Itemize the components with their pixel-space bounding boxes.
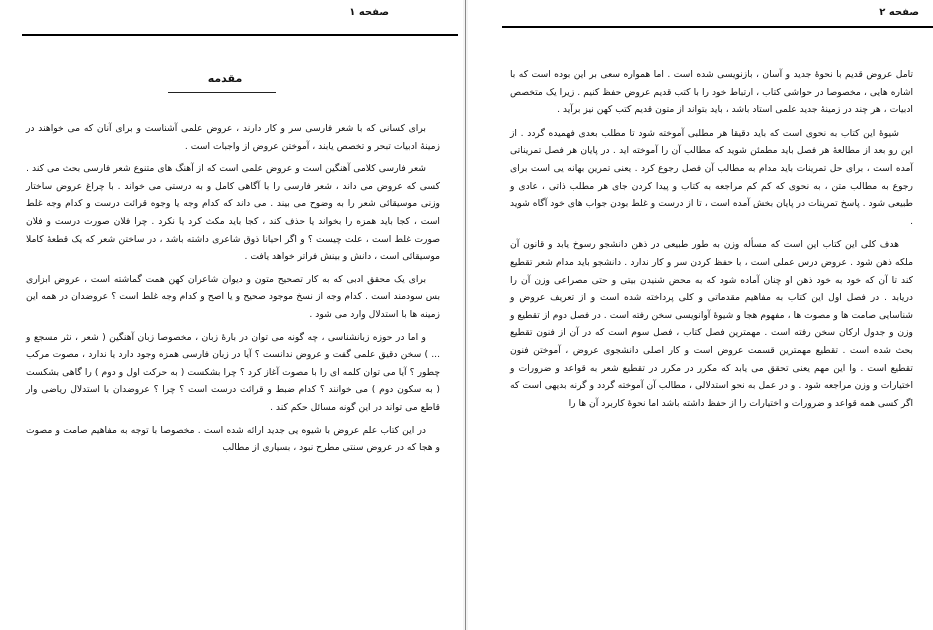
left-body-text <box>26 120 440 462</box>
right-page <box>468 0 933 630</box>
left-page-number: صفحه ۱ <box>349 7 389 18</box>
paragraph: برای کسانی که با شعر فارسی سر و کار دارند ، عروض علمی آشناست و برای آنان که می خواهند در زمینهٔ ادبیات تبحر و تخصص یابند ، آموختن عروض از واجبات است . <box>26 123 440 152</box>
left-header-rule <box>22 34 458 36</box>
paragraph: تامل عروض قدیم با نحوهٔ جدید و آسان ، بازنویسی شده است . اما همواره سعی بر این بوده است که با اشاره هایی ، مخصوصا در حواشی کتاب ، ارتباط خود را با کتب قدیم عروض حفظ کنیم . زیرا یک متخصص ادبیات ، هر چند در زمینهٔ جدید علمی استاد باشد ، باید بتواند از متون قدیم کتب کهن نیز برآید . <box>510 69 913 116</box>
right-body-text <box>510 66 913 417</box>
right-page-number: صفحه ۲ <box>879 7 919 18</box>
title-underline <box>168 92 276 93</box>
paragraph: و اما در حوزه زبانشناسی ، چه گونه می توان در بارهٔ زبان ، مخصوصا زبان آهنگین ( شعر ، نثر مسجع و ... ) سخن دقیق علمی گفت و عروض ندانست ؟ آیا در زبان فارسی همزه وجود دارد یا ندارد ، مصوت مرکب چطور ؟ آیا می توان کلمه ای را با مصوت آغاز کرد ؟ چرا بشکست ( به حرکت اول و دوم ) را گاهی بشکست ( به سکون دوم ) می خوانند ؟ کدام ضبط و قرائت درست است ؟ چرا ؟ عروضدان با استدلال ریاضی وار قاطع می تواند در این گونه مسائل حکم کند . <box>26 331 440 413</box>
left-page <box>0 0 463 630</box>
paragraph: هدف کلی این کتاب این است که مسأله وزن به طور طبیعی در ذهن دانشجو رسوخ یابد و قانون آن ملکه ذهن شود . عروض درس عملی است ، با حفظ کردن سر و کار ندارد . دانشجو باید مدام شعر تقطیع کند تا آن که خود به خود ذهن او چنان آماده شود که به محض شنیدن بیتی و حتی مصراعی وزن آن را دریابد . در فصل اول این کتاب به مفاهیم مقدماتی و کلی پرداخته شده است و از تعریف عروض و شناسایی صامت ها و مصوت ها ، مفهوم هجا و شیوهٔ آوانویسی سخن رفته است . در فصل دوم از تقطیع و وزن و جدول ارکان سخن رفته است . مهمترین فصل کتاب ، فصل سوم است که در آن از فنون تقطیع بحث شده است . تقطیع مهمترین قسمت عروض است و کار اصلی دانشجوی عروض ، آموختن فنون تقطیع است . وا این مهم یعنی تحقق می یابد که مکرر در مکرر در تقطیع شعر به قواعد و ضرورات و اختیارات و وزن مراجعه شود . و در عمل به نحو استدلالی ، مطالب آن آموخته گردد و گرنه بدیهی است که اگر کسی همه قواعد و ضرورات و اختیارات را از حفظ داشته باشد اما نحوهٔ کاربرد آن ها را <box>510 239 913 409</box>
paragraph: شعر فارسی کلامی آهنگین است و عروض علمی است که از آهنگ های متنوع شعر فارسی بحث می کند . کسی که عروض می داند ، شعر فارسی را با آگاهی کامل و به درستی می خواند . با چراغ عروض ساختار وزنی موسیقائی شعر را به وضوح می بیند . می داند که کدام وجه یا وجوه قرائت درست و کدام وجه غلط است ، کجا باید همزه را بخواند یا حذف کند ، کجا باید مکث کرد یا نکرد . چرا فلان صورت درست و فلان صورت غلط است ، علت چیست ؟ و اگر احیانا ذوق شاعری داشته باشد ، در ساختن شعر که یک قطعهٔ کاملا موسیقائی است ، دانش و بینش فراتر خواهد یافت . <box>26 163 440 263</box>
right-header-rule <box>502 26 933 28</box>
chapter-title: مقدمه <box>207 72 243 85</box>
paragraph: برای یک محقق ادبی که به کار تصحیح متون و دیوان شاعران کهن همت گماشته است ، عروض ابزاری بس سودمند است . کدام وجه از نسخ موجود صحیح و یا اصح و کدام وجه غلط است ؟ عروضدان در همه این زمینه ها با استدلال وارد می شود . <box>26 273 440 320</box>
paragraph: در این کتاب علم عروض با شیوه یی جدید ارائه شده است . مخصوصا با توجه به مفاهیم صامت و مصوت و هجا که در عروض سنتی مطرح نبود ، بسیاری از مطالب <box>26 424 440 454</box>
paragraph: شیوهٔ این کتاب به نحوی است که باید دقیقا هر مطلبی آموخته شود تا مطلب بعدی فهمیده گردد . از این رو بعد از مطالعهٔ هر فصل باید مطمئن شوید که مطالب آن را آموخته اید . در پایان هر فصل تمریناتی آمده است ، برای حل تمرینات باید مدام به مطالب آن فصل رجوع کرد . یعنی تمرین بهانه یی است برای رجوع به مطالب متن ، به نحوی که کم کم مراجعه به کتاب و پیدا کردن جای هر مطلب ذاتی ، عادی و طبیعی شود . پاسخ تمرینات در پایان بخش آمده است ، تا از درست و غلط بودن جواب های خود آگاه شوید . <box>510 127 913 227</box>
